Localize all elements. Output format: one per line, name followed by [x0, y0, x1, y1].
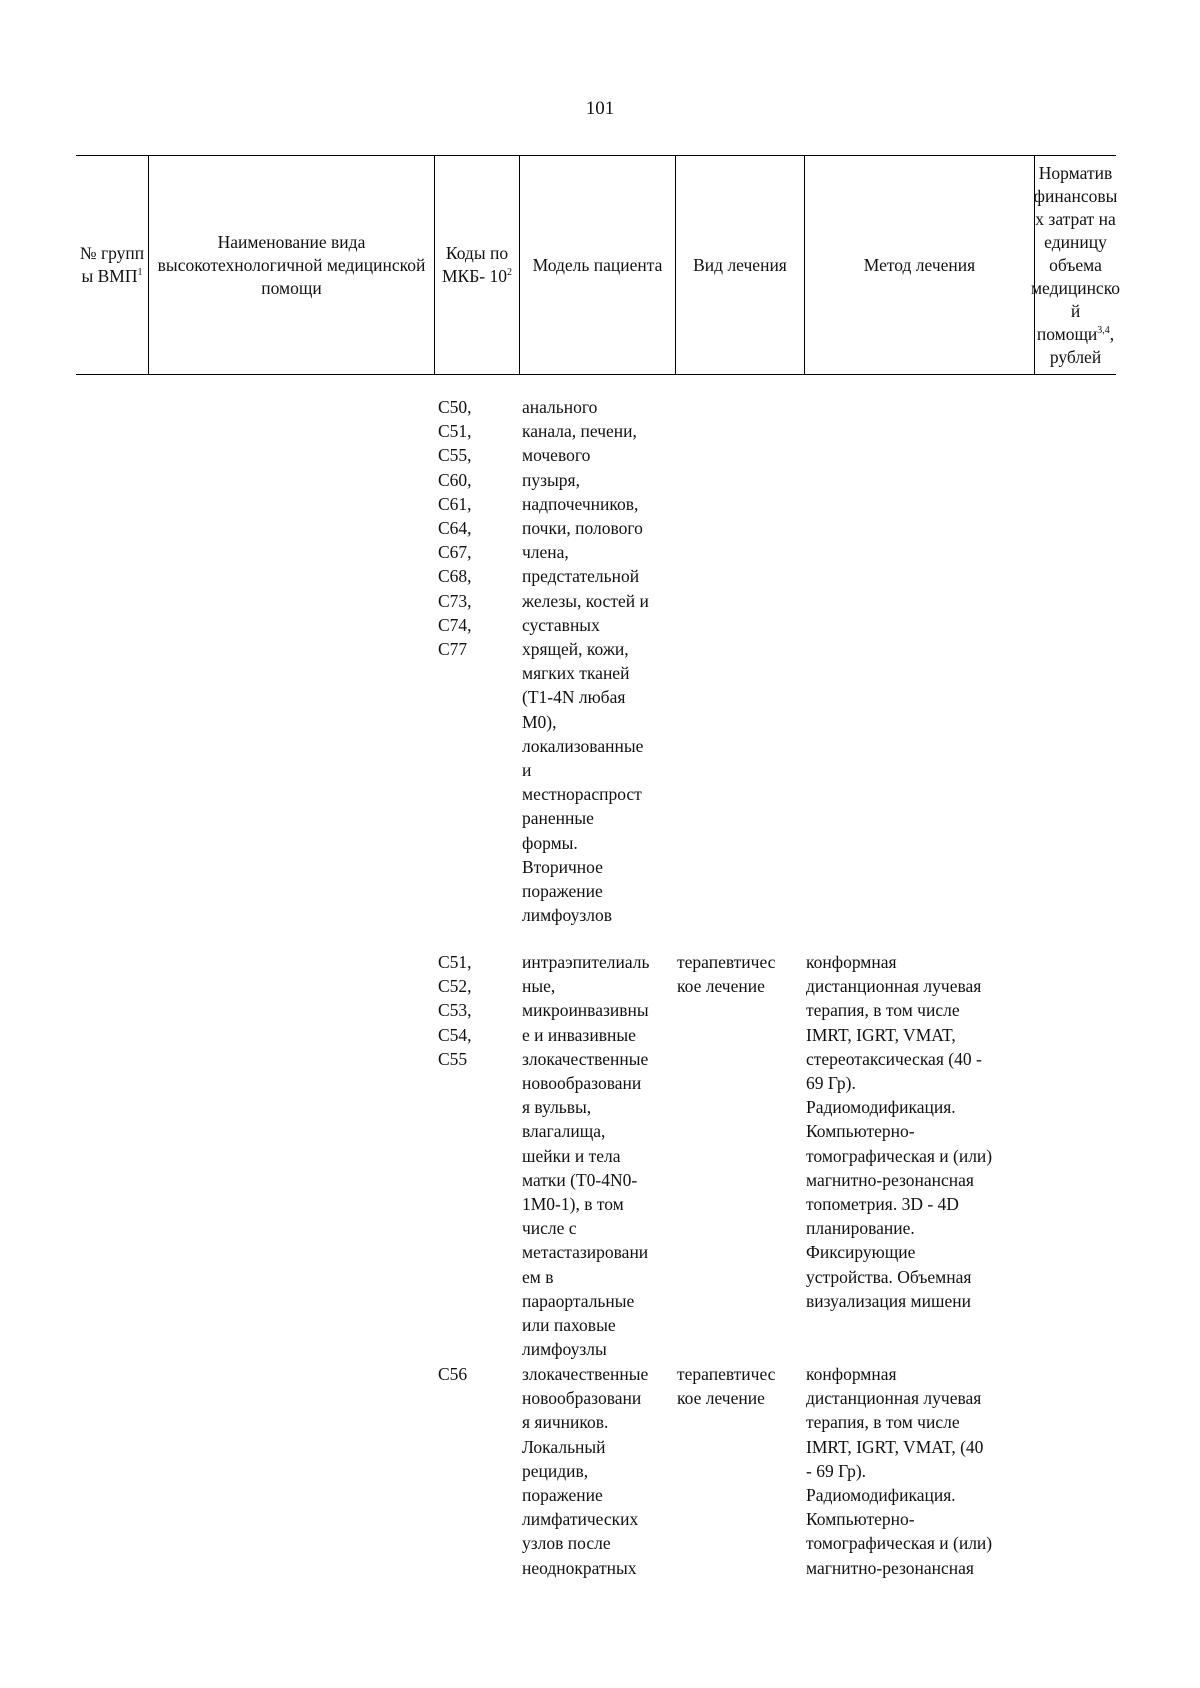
- header-patient-model: [519, 156, 675, 374]
- treatment-type-line: кое лечение: [677, 976, 765, 997]
- row-3-codes: [438, 1362, 518, 1386]
- codes-line: C77: [438, 639, 468, 660]
- model-line: лимфоузлы: [522, 1339, 607, 1360]
- codes-line: C51,: [438, 421, 472, 442]
- model-line: мягких тканей: [522, 663, 630, 684]
- model-line: местнораспрост: [522, 784, 642, 805]
- header-cost-norm-suffix: , рублей: [1049, 323, 1115, 367]
- codes-line: C61,: [438, 493, 472, 514]
- model-line: влагалища,: [522, 1121, 606, 1142]
- model-line: рецидив,: [522, 1460, 589, 1481]
- header-treatment-method: [804, 156, 1034, 374]
- model-line: предстательной: [522, 566, 640, 587]
- model-line: канала, печени,: [522, 421, 637, 442]
- header-cost-norm: [1030, 156, 1121, 374]
- header-icd-codes-footnote: 2: [506, 267, 512, 279]
- model-line: надпочечников,: [522, 493, 639, 514]
- method-line: топометрия. 3D - 4D: [806, 1194, 959, 1215]
- treatment-type-line: терапевтичес: [677, 1364, 776, 1384]
- model-line: интраэпителиаль: [522, 952, 650, 972]
- codes-line: C56: [438, 1364, 468, 1384]
- model-line: неоднократных: [522, 1557, 637, 1578]
- codes-line: C55,: [438, 445, 472, 466]
- row-2-method: [806, 950, 1046, 1313]
- header-patient-model-label: Модель пациента: [532, 254, 663, 275]
- codes-line: C50,: [438, 397, 472, 417]
- model-line: я вульвы,: [522, 1097, 592, 1118]
- treatment-type-line: кое лечение: [677, 1388, 765, 1409]
- codes-line: C64,: [438, 518, 472, 539]
- codes-line: C51,: [438, 952, 472, 972]
- header-care-type-name: [148, 156, 434, 374]
- row-3-method: [806, 1362, 1046, 1580]
- model-line: хрящей, кожи,: [522, 639, 629, 660]
- header-icd-codes: [434, 156, 519, 374]
- method-line: томографическая и (или): [806, 1145, 993, 1166]
- method-line: магнитно-резонансная: [806, 1169, 974, 1190]
- codes-line: C53,: [438, 1000, 472, 1021]
- method-line: конформная: [806, 952, 897, 972]
- model-line: лимфатических: [522, 1509, 639, 1530]
- method-line: IMRT, IGRT, VMAT,: [806, 1024, 956, 1045]
- model-line: новообразовани: [522, 1073, 642, 1094]
- row-1-model: [522, 395, 672, 927]
- codes-line: C54,: [438, 1024, 472, 1045]
- model-line: я яичников.: [522, 1412, 609, 1433]
- method-line: Радиомодификация.: [806, 1485, 956, 1506]
- header-group-number: [76, 156, 148, 374]
- model-line: (T1-4N любая: [522, 687, 626, 708]
- model-line: суставных: [522, 614, 600, 635]
- model-line: шейки и тела: [522, 1145, 621, 1166]
- table-header: [76, 155, 1121, 375]
- codes-line: C52,: [438, 976, 472, 997]
- method-line: дистанционная лучевая: [806, 1388, 982, 1409]
- model-line: злокачественные: [522, 1364, 649, 1384]
- method-line: Компьютерно-: [806, 1121, 915, 1142]
- model-line: раненные: [522, 808, 594, 829]
- header-treatment-type: [675, 156, 804, 374]
- model-line: злокачественные: [522, 1048, 649, 1069]
- header-group-number-footnote: 1: [137, 267, 143, 279]
- method-line: 69 Гр).: [806, 1073, 856, 1094]
- model-line: поражение: [522, 881, 603, 902]
- row-1-codes: [438, 395, 518, 661]
- method-line: - 69 Гр).: [806, 1460, 867, 1481]
- method-line: IMRT, IGRT, VMAT, (40: [806, 1436, 984, 1457]
- codes-line: C67,: [438, 542, 472, 563]
- model-line: поражение: [522, 1485, 603, 1506]
- model-line: Локальный: [522, 1436, 606, 1457]
- model-line: параортальные: [522, 1290, 635, 1311]
- model-line: анального: [522, 397, 598, 417]
- model-line: ные,: [522, 976, 556, 997]
- model-line: и: [522, 760, 532, 781]
- codes-line: C60,: [438, 469, 472, 490]
- codes-line: C68,: [438, 566, 472, 587]
- model-line: лимфоузлов: [522, 905, 613, 926]
- method-line: терапия, в том числе: [806, 1000, 960, 1021]
- header-treatment-type-label: Вид лечения: [693, 254, 787, 275]
- row-2-treatment-type: [677, 950, 802, 998]
- model-line: пузыря,: [522, 469, 580, 490]
- model-line: матки (T0-4N0-: [522, 1169, 638, 1190]
- row-2-codes: [438, 950, 518, 1071]
- model-line: ем в: [522, 1266, 554, 1287]
- header-group-number-label: № групп ы ВМП: [79, 243, 145, 286]
- model-line: 1M0-1), в том: [522, 1194, 624, 1215]
- method-line: визуализация мишени: [806, 1290, 971, 1311]
- model-line: узлов после: [522, 1533, 611, 1554]
- method-line: Радиомодификация.: [806, 1097, 956, 1118]
- row-2-model: [522, 950, 672, 1361]
- model-line: члена,: [522, 542, 569, 563]
- codes-line: C73,: [438, 590, 472, 611]
- row-3-treatment-type: [677, 1362, 802, 1410]
- model-line: формы.: [522, 832, 578, 853]
- method-line: планирование.: [806, 1218, 915, 1239]
- treatment-type-line: терапевтичес: [677, 952, 776, 972]
- method-line: устройства. Объемная: [806, 1266, 972, 1287]
- model-line: мочевого: [522, 445, 591, 466]
- model-line: M0),: [522, 711, 557, 732]
- method-line: стереотаксическая (40 -: [806, 1048, 982, 1069]
- method-line: дистанционная лучевая: [806, 976, 982, 997]
- model-line: железы, костей и: [522, 590, 649, 611]
- row-3-model: [522, 1362, 672, 1580]
- model-line: почки, полового: [522, 518, 643, 539]
- method-line: конформная: [806, 1364, 897, 1384]
- header-cost-norm-footnote: 3,4: [1097, 324, 1110, 336]
- header-treatment-method-label: Метод лечения: [863, 254, 976, 275]
- page-number: 101: [585, 98, 615, 119]
- header-care-type-name-label: Наименование вида высокотехнологичной медицинской помощи: [157, 231, 426, 298]
- model-line: локализованные: [522, 735, 644, 756]
- method-line: томографическая и (или): [806, 1533, 993, 1554]
- model-line: числе с: [522, 1218, 577, 1239]
- method-line: Фиксирующие: [806, 1242, 916, 1263]
- header-cost-norm-label: Норматив финансовы х затрат на единицу объема медицинско й помощи: [1030, 162, 1121, 344]
- model-line: метастазировани: [522, 1242, 649, 1263]
- model-line: микроинвазивны: [522, 1000, 649, 1021]
- method-line: Компьютерно-: [806, 1509, 915, 1530]
- codes-line: C55: [438, 1048, 468, 1069]
- model-line: Вторичное: [522, 856, 603, 877]
- model-line: новообразовани: [522, 1388, 642, 1409]
- model-line: е и инвазивные: [522, 1024, 636, 1045]
- header-icd-codes-label: Коды по МКБ- 10: [442, 243, 509, 286]
- model-line: или паховые: [522, 1315, 616, 1336]
- codes-line: C74,: [438, 614, 472, 635]
- method-line: магнитно-резонансная: [806, 1557, 974, 1578]
- method-line: терапия, в том числе: [806, 1412, 960, 1433]
